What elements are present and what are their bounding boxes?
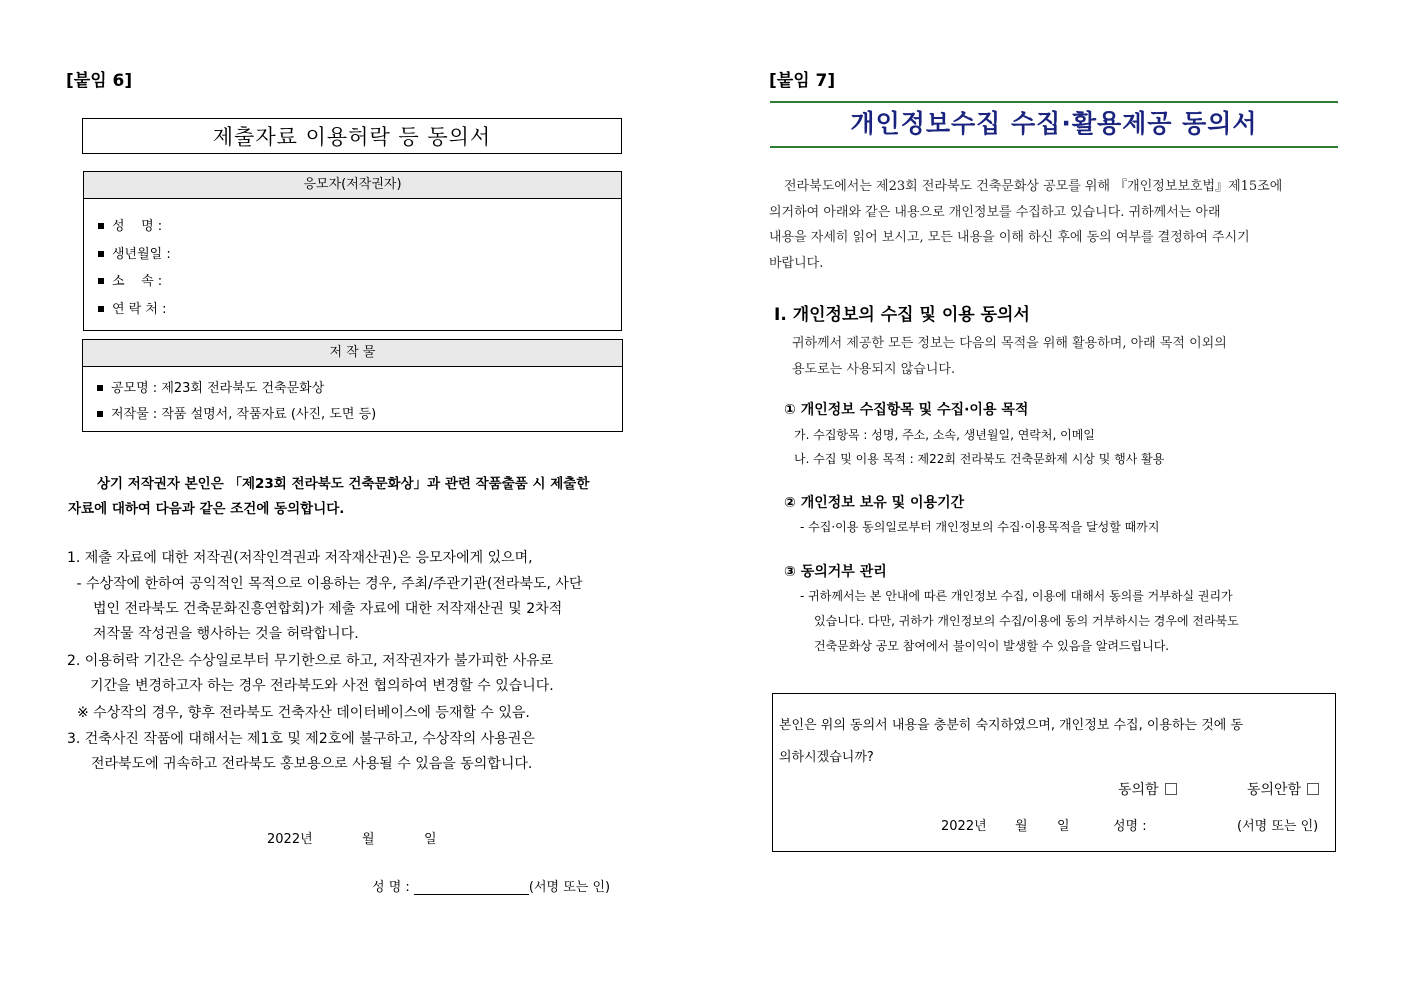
term-line: 저작물 작성권을 행사하는 것을 허락합니다. [93,626,359,642]
applicant-field-contact[interactable] [98,298,166,317]
subsection-line: 가. 수집항목 : 성명, 주소, 소속, 생년월일, 연락처, 이메일 [794,428,1095,442]
section-desc: 귀하께서 제공한 모든 정보는 다음의 목적을 위해 활용하며, 아래 목적 이외의 [792,336,1227,351]
consent-day: 일 [1057,819,1070,834]
term-line: 전라북도에 귀속하고 전라북도 홍보용으로 사용될 수 있음을 동의합니다. [91,756,533,772]
consent-form-title: 제출자료 이용허락 등 동의서 [82,118,622,154]
section-desc: 용도로는 사용되지 않습니다. [792,362,956,377]
subsection-line: - 귀하께서는 본 안내에 따른 개인정보 수집, 이용에 대해서 동의를 거부하실 권리가 [800,589,1233,603]
field-label: 연 락 처 : [112,302,167,317]
consent-box [772,693,1336,852]
bullet-icon [97,411,103,417]
bullet-icon [98,223,104,229]
title-rule-top [770,101,1338,103]
disagree-checkbox[interactable] [1307,783,1319,795]
signature-suffix: (서명 또는 인) [528,880,611,895]
disagree-label: 동의안함 [1247,782,1302,798]
intro-line: 전라북도에서는 제23회 전라북도 건축문화상 공모를 위해 『개인정보보호법』제15조에 [784,179,1283,194]
bullet-icon [98,251,104,257]
consent-year: 2022년 [941,819,987,834]
consent-question: 의하시겠습니까? [779,750,874,765]
intro-line: 의거하여 아래와 같은 내용으로 개인정보를 수집하고 있습니다. 귀하께서는 아래 [769,205,1221,220]
applicant-field-birth[interactable] [98,243,171,262]
field-label: 성 명 : [112,219,163,234]
term-note: ※ 수상작의 경우, 향후 전라북도 건축자산 데이터베이스에 등재할 수 있음. [77,705,530,721]
signature-row [372,876,610,895]
subsection-title: ① 개인정보 수집항목 및 수집·이용 목적 [784,402,1029,418]
intro-line: 상기 저작권자 본인은 「제23회 전라북도 건축문화상」과 관련 작품출품 시 제출한 [97,476,590,492]
term-line: 3. 건축사진 작품에 대해서는 제1호 및 제2호에 불구하고, 수상작의 사용권은 [67,731,535,747]
applicant-header: 응모자(저작권자) [84,172,621,199]
agree-checkbox[interactable] [1165,783,1177,795]
work-item-text: 공모명 : 제23회 전라북도 건축문화상 [111,381,325,396]
work-item [97,403,376,422]
attachment-label: [붙임 7] [769,71,836,91]
disagree-option[interactable] [1247,779,1319,799]
field-label: 생년월일 : [112,247,171,262]
subsection-line: 건축문화상 공모 참여에서 불이익이 발생할 수 있음을 알려드립니다. [814,639,1170,653]
applicant-field-affiliation[interactable] [98,270,162,289]
consent-sign-label: (서명 또는 인) [1237,819,1319,834]
work-item [97,377,324,396]
intro-line: 바랍니다. [769,256,824,271]
term-line: 법인 전라북도 건축문화진흥연합회)가 제출 자료에 대한 저작재산권 및 2차적 [93,601,563,617]
work-item-text: 저작물 : 작품 설명서, 작품자료 (사진, 도면 등) [111,407,377,422]
work-header: 저 작 물 [83,340,622,367]
subsection-title: ③ 동의거부 관리 [784,564,887,580]
subsection-title: ② 개인정보 보유 및 이용기간 [784,495,965,511]
agree-label: 동의함 [1118,782,1159,798]
bullet-icon [97,385,103,391]
signature-line[interactable] [414,880,529,895]
intro-line: 자료에 대하여 다음과 같은 조건에 동의합니다. [68,501,345,517]
consent-month: 월 [1015,819,1028,834]
date-year: 2022년 [267,832,313,847]
privacy-form-title: 개인정보수집 수집·활용제공 동의서 [850,109,1258,138]
term-line: 기간을 변경하고자 하는 경우 전라북도와 사전 협의하여 변경할 수 있습니다. [90,678,554,694]
attachment-label: [붙임 6] [66,71,133,91]
date-month: 월 [362,832,375,847]
signature-label: 성 명 : [372,880,410,895]
applicant-table [83,171,622,331]
field-label: 소 속 : [112,274,163,289]
title-rule-bottom [770,146,1338,148]
intro-line: 내용을 자세히 읽어 보시고, 모든 내용을 이해 하신 후에 동의 여부를 결정하여 주시기 [769,230,1250,245]
bullet-icon [98,306,104,312]
agree-option[interactable] [1118,779,1177,799]
work-table [82,339,623,432]
bullet-icon [98,278,104,284]
consent-question: 본인은 위의 동의서 내용을 충분히 숙지하였으며, 개인정보 수집, 이용하는 것에 동 [779,718,1244,733]
consent-name-label: 성명 : [1113,819,1147,834]
term-line: - 수상작에 한하여 공익적인 목적으로 이용하는 경우, 주최/주관기관(전라북도, 사단 [72,576,583,592]
term-line: 1. 제출 자료에 대한 저작권(저작인격권과 저작재산권)은 응모자에게 있으며, [67,550,533,566]
section-title: Ⅰ. 개인정보의 수집 및 이용 동의서 [774,305,1030,325]
applicant-field-name[interactable] [98,215,162,234]
date-day: 일 [424,832,437,847]
subsection-line: 있습니다. 다만, 귀하가 개인정보의 수집/이용에 동의 거부하시는 경우에 전라북도 [814,614,1239,628]
subsection-line: 나. 수집 및 이용 목적 : 제22회 전라북도 건축문화제 시상 및 행사 활용 [794,452,1165,466]
subsection-line: - 수집·이용 동의일로부터 개인정보의 수집·이용목적을 달성할 때까지 [800,520,1160,534]
term-line: 2. 이용허락 기간은 수상일로부터 무기한으로 하고, 저작권자가 불가피한 사유로 [67,653,554,669]
